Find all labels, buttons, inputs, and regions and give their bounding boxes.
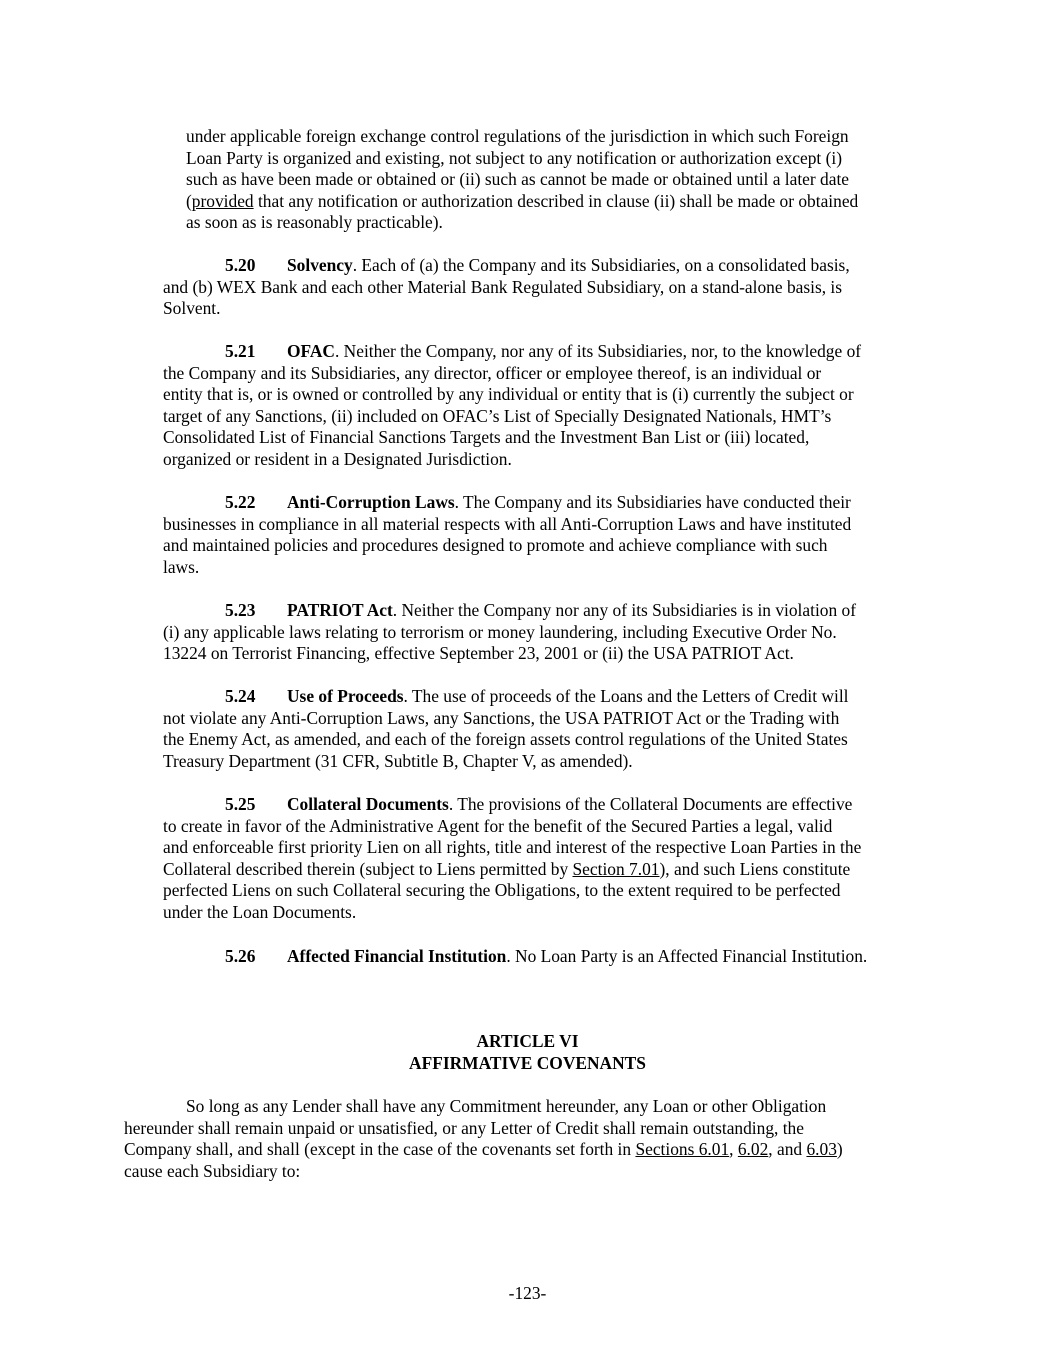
- text-line: (i) any applicable laws relating to terrorism or money laundering, including Executive Order No.: [163, 621, 837, 642]
- section-reference: 6.02: [737, 1139, 769, 1160]
- text-line: businesses in compliance in all material respects with all Anti-Corruption Laws and have instituted: [163, 513, 852, 534]
- text-line: 13224 on Terrorist Financing, effective September 23, 2001 or (ii) the USA PATRIOT Act.: [163, 643, 794, 664]
- text-line: So long as any Lender shall have any Commitment hereunder, any Loan or other Obligation: [186, 1096, 827, 1116]
- text-line: hereunder shall remain unpaid or unsatisfied, or any Letter of Credit shall remain outstanding, the: [124, 1117, 804, 1138]
- text-line: target of any Sanctions, (ii) included on OFAC’s List of Specially Designated Nationals, HMT’s: [163, 405, 832, 426]
- provided-term: provided: [191, 190, 254, 211]
- text-fragment: . The provisions of the Collateral Documents are effective: [448, 794, 853, 814]
- text-fragment: , and: [768, 1139, 807, 1160]
- text-fragment: . The Company and its Subsidiaries have conducted their: [454, 492, 851, 512]
- section-reference: Sections 6.01: [635, 1139, 730, 1160]
- text-line: cause each Subsidiary to:: [124, 1160, 301, 1181]
- section-number: 5.24: [225, 686, 256, 706]
- text-fragment: (: [186, 190, 192, 211]
- section-heading: OFAC: [287, 341, 335, 361]
- section-5-24: [163, 686, 933, 772]
- section-5-23: [163, 600, 933, 665]
- text-line: as soon as is reasonably practicable).: [186, 212, 443, 233]
- text-line: [163, 600, 933, 622]
- text-line: under the Loan Documents.: [163, 901, 357, 922]
- text-fragment: . Neither the Company, nor any of its Subsidiaries, nor, to the knowledge of: [334, 341, 862, 361]
- text-line: Consolidated List of Financial Sanctions Targets and the Investment Ban List or (iii) located,: [163, 427, 810, 448]
- text-line: [163, 859, 933, 881]
- text-fragment: . No Loan Party is an Affected Financial Institution.: [506, 946, 868, 966]
- text-line: entity that is, or is owned or controlled by any individual or entity that is (i) currently the subject or: [163, 384, 854, 405]
- text-line: [186, 191, 931, 213]
- page-number: -123-: [508, 1283, 547, 1303]
- section-number: 5.21: [225, 341, 256, 361]
- article-lead-paragraph: [124, 1096, 924, 1182]
- section-heading: Solvency: [287, 255, 353, 275]
- text-line: and enforceable first priority Lien on all rights, title and interest of the respective Loan Parties in the: [163, 837, 862, 858]
- text-line: [163, 946, 933, 968]
- text-line: such as have been made or obtained or (ii) such as cannot be made or obtained until a later date: [186, 169, 850, 190]
- text-line: to create in favor of the Administrative Agent for the benefit of the Secured Parties a legal, valid: [163, 815, 833, 836]
- article-title: ARTICLE VI: [476, 1031, 579, 1051]
- text-fragment: . Neither the Company nor any of its Subsidiaries is in violation of: [392, 600, 857, 620]
- text-fragment: ,: [729, 1139, 738, 1160]
- section-heading: PATRIOT Act: [287, 600, 393, 620]
- continuation-paragraph: [186, 126, 931, 234]
- section-heading: Affected Financial Institution: [287, 946, 507, 966]
- section-heading: Collateral Documents: [287, 794, 449, 814]
- section-5-20: [163, 255, 933, 320]
- section-5-25: [163, 794, 933, 924]
- section-number: 5.20: [225, 255, 256, 275]
- text-fragment: Company shall, and shall (except in the case of the covenants set forth in: [124, 1139, 636, 1160]
- section-5-26: [163, 946, 933, 968]
- text-line: [163, 794, 933, 816]
- article-subtitle: AFFIRMATIVE COVENANTS: [409, 1053, 646, 1073]
- text-line: laws.: [163, 556, 200, 577]
- text-fragment: ): [836, 1139, 843, 1160]
- text-line: [163, 341, 933, 363]
- text-line: [163, 255, 933, 277]
- section-heading: Anti-Corruption Laws: [287, 492, 455, 512]
- text-line: organized or resident in a Designated Jurisdiction.: [163, 448, 512, 469]
- text-fragment: that any notification or authorization described in clause (ii) shall be made or obtained: [253, 190, 859, 211]
- text-line: [124, 1139, 924, 1161]
- text-line: not violate any Anti-Corruption Laws, any Sanctions, the USA PATRIOT Act or the Trading with: [163, 707, 840, 728]
- text-line: [163, 492, 933, 514]
- section-reference: 6.03: [806, 1139, 837, 1160]
- section-5-21: [163, 341, 933, 471]
- text-fragment: . Each of (a) the Company and its Subsidiaries, on a consolidated basis,: [352, 255, 850, 275]
- section-number: 5.25: [225, 794, 256, 814]
- text-line: the Enemy Act, as amended, and each of the foreign assets control regulations of the United States: [163, 729, 848, 750]
- section-reference: Section 7.01: [572, 858, 660, 879]
- section-5-22: [163, 492, 933, 578]
- text-fragment: ), and such Liens constitute: [659, 858, 851, 879]
- text-line: under applicable foreign exchange control regulations of the jurisdiction in which such Foreign: [186, 126, 849, 146]
- section-number: 5.23: [225, 600, 256, 620]
- text-line: Treasury Department (31 CFR, Subtitle B, Chapter V, as amended).: [163, 750, 633, 771]
- section-heading: Use of Proceeds: [287, 686, 404, 706]
- text-line: Solvent.: [163, 298, 221, 319]
- text-line: and maintained policies and procedures designed to promote and achieve compliance with such: [163, 535, 828, 556]
- text-fragment: . The use of proceeds of the Loans and the Letters of Credit will: [403, 686, 849, 706]
- text-line: [163, 686, 933, 708]
- text-line: the Company and its Subsidiaries, any director, officer or employee thereof, is an individual or: [163, 362, 822, 383]
- section-number: 5.22: [225, 492, 256, 512]
- section-number: 5.26: [225, 946, 256, 966]
- text-line: and (b) WEX Bank and each other Material Bank Regulated Subsidiary, on a stand-alone basis, is: [163, 276, 843, 297]
- text-fragment: Collateral described therein (subject to Liens permitted by: [163, 858, 573, 879]
- text-line: Loan Party is organized and existing, not subject to any notification or authorization except (i): [186, 147, 842, 168]
- text-line: perfected Liens on such Collateral securing the Obligations, to the extent required to be perfected: [163, 880, 841, 901]
